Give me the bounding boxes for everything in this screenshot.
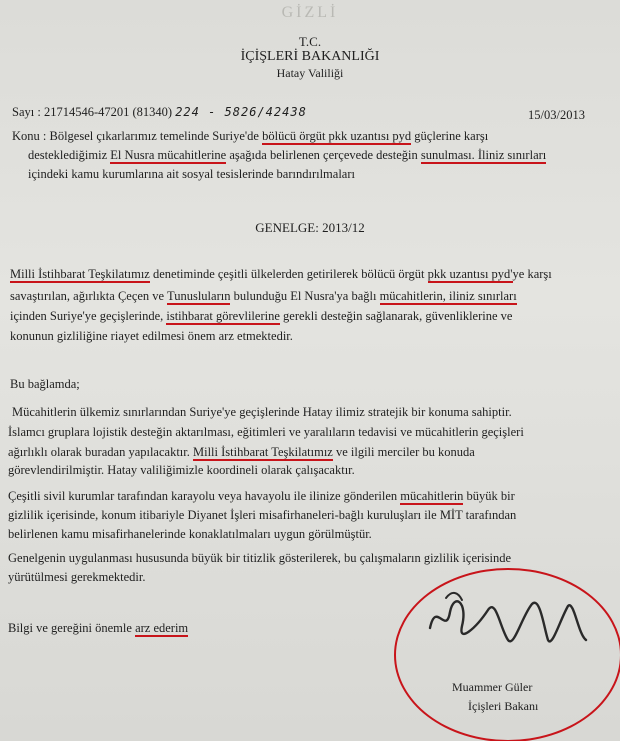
para-text: ye karşı bbox=[512, 267, 552, 281]
para3-line-1: Mücahitlerin ülkemiz sınırlarından Suriye'ye geçişlerinde Hatay ilimiz stratejik bir konuma sahiptir. bbox=[12, 405, 512, 419]
highlight-underline: El Nusra mücahitlerine bbox=[110, 148, 227, 162]
highlight-underline: Tunusluların bbox=[167, 289, 231, 303]
subject-text: desteklediğimiz bbox=[28, 148, 111, 162]
para-text: Çeşitli sivil kurumlar tarafından karayolu veya havayolu ile ilinize gönderilen bbox=[8, 489, 401, 503]
para3-line-2: İslamcı gruplara lojistik desteğin aktarılması, eğitimleri ve yaralıların tedavisi ve mücahitlerin geçişleri bbox=[8, 425, 524, 439]
highlight-underline: mücahitlerin, iliniz sınırları bbox=[379, 289, 517, 303]
subject-text: aşağıda belirlenen çerçevede desteğin bbox=[226, 148, 421, 162]
highlight-underline: bölücü örgüt pkk uzantısı pyd bbox=[262, 129, 412, 143]
document-date: 15/03/2013 bbox=[528, 108, 585, 122]
para-text: bulunduğu El Nusra'ya bağlı bbox=[230, 289, 380, 303]
header-tc: T.C. bbox=[298, 34, 322, 49]
highlight-underline: pkk uzantısı pyd' bbox=[427, 267, 513, 281]
closing-text: Bilgi ve gereğini önemle bbox=[8, 621, 136, 635]
highlight-underline: Milli İstihbarat Teşkilatımız bbox=[193, 445, 333, 459]
highlight-underline: istihbarat görevlilerine bbox=[166, 309, 280, 323]
para5-line-1: Genelgenin uygulanması hususunda büyük bir titizlik gösterilerek, bu çalışmaların gizlilik içerisinde bbox=[8, 551, 512, 565]
para-text: büyük bir bbox=[463, 489, 515, 503]
ref-value: : 21714546-47201 (81340) bbox=[37, 105, 173, 119]
para5-line-2: yürütülmesi gerekmektedir. bbox=[8, 570, 146, 584]
para2-heading: Bu bağlamda; bbox=[10, 377, 80, 391]
highlight-underline: sunulması. İliniz sınırları bbox=[420, 148, 547, 162]
circular-title: GENELGE: 2013/12 bbox=[255, 220, 365, 235]
para-text: savaştırılan, ağırlıkta Çeçen ve bbox=[10, 289, 168, 303]
subject-line-3: içindeki kamu kurumlarına ait sosyal tesislerinde barındırılmaları bbox=[28, 167, 355, 181]
highlight-underline: mücahitlerin bbox=[400, 489, 464, 503]
para-text: ağırlıklı olarak buradan yapılacaktır. bbox=[8, 445, 193, 459]
header-governorship: Hatay Valiliği bbox=[276, 66, 344, 80]
ref-handwritten: 224 - 5826/42438 bbox=[175, 105, 307, 119]
header-ministry: İÇİŞLERİ BAKANLIĞI bbox=[240, 49, 380, 64]
para-text: gerekli desteğin sağlanarak, güvenliklerine ve bbox=[279, 309, 513, 323]
highlight-underline: Milli İstihbarat Teşkilatımız bbox=[10, 267, 150, 281]
signer-title: İçişleri Bakanı bbox=[468, 699, 539, 713]
para-text: denetiminde çeşitli ülkelerden getirilerek bölücü örgüt bbox=[149, 267, 428, 281]
para4-line-3: belirlenen kamu misafirhanelerinde konaklatılmaları uygun görülmüştür. bbox=[8, 527, 372, 541]
para1-line-4: konunun gizliliğine riayet edilmesi önem arz etmektedir. bbox=[10, 329, 293, 343]
para3-line-4: görevlendirilmiştir. Hatay valiliğimizle koordineli olarak çalışacaktır. bbox=[8, 463, 355, 477]
signer-name: Muammer Güler bbox=[452, 680, 533, 694]
para-text: ve ilgili merciler bu konuda bbox=[332, 445, 475, 459]
subject-text: güçlerine karşı bbox=[411, 129, 489, 143]
highlight-underline: arz ederim bbox=[135, 621, 189, 635]
classification-stamp: GİZLİ bbox=[281, 4, 339, 21]
subject-text: Konu : Bölgesel çıkarlarımız temelinde Suriye'de bbox=[12, 129, 263, 143]
para-text: içinden Suriye'ye geçişlerinde, bbox=[10, 309, 167, 323]
ref-label: Sayı bbox=[12, 105, 35, 119]
para4-line-2: gizlilik içerisinde, konum itibariyle Diyanet İşleri misafirhaneleri-bağlı kuruluşları ile MİT tarafından bbox=[8, 508, 517, 522]
